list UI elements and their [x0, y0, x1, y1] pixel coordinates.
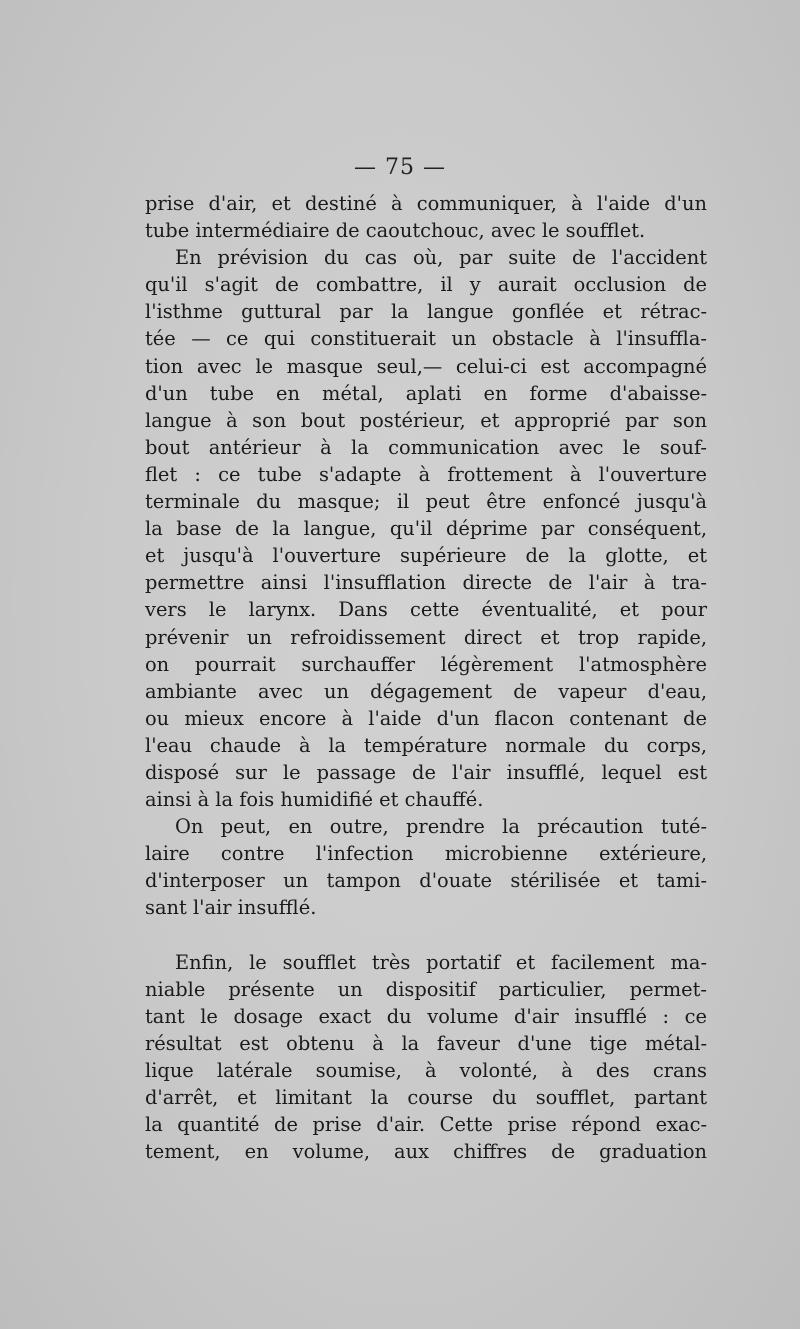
text-line: et jusqu'à l'ouverture supérieure de la glotte, et [145, 544, 707, 568]
text-line: ou mieux encore à l'aide d'un flacon contenant de [145, 706, 707, 730]
text-line: qu'il s'agit de combattre, il y aurait occlusion de [145, 273, 707, 297]
text-line: disposé sur le passage de l'air insufflé, lequel est [145, 760, 707, 784]
text-line: prévenir un refroidissement direct et trop rapide, [145, 625, 707, 649]
body-text [145, 190, 707, 1165]
text-line: résultat est obtenu à la faveur d'une tige métal- [145, 1031, 707, 1055]
text-line: niable présente un dispositif particulier, permet- [145, 977, 707, 1001]
text-line: tement, en volume, aux chiffres de graduation [145, 1140, 707, 1164]
text-line: lique latérale soumise, à volonté, à des crans [145, 1058, 707, 1082]
text-line: tant le dosage exact du volume d'air insufflé : ce [145, 1004, 707, 1028]
text-line: tube intermédiaire de caoutchouc, avec le soufflet. [145, 219, 646, 243]
text-line: tion avec le masque seul,— celui-ci est accompagné [145, 354, 707, 378]
text-line: tée — ce qui constituerait un obstacle à l'insuffla- [145, 327, 707, 351]
text-line: d'un tube en métal, aplati en forme d'abaisse- [145, 381, 707, 405]
page-number: — 75 — [354, 155, 446, 180]
text-line: permettre ainsi l'insufflation directe de l'air à tra- [145, 571, 707, 595]
text-line: On peut, en outre, prendre la précaution tuté- [175, 815, 707, 839]
text-line: terminale du masque; il peut être enfoncé jusqu'à [145, 490, 707, 514]
paragraph-gap [145, 922, 707, 949]
text-line: En prévision du cas où, par suite de l'accident [175, 246, 707, 270]
text-line: flet : ce tube s'adapte à frottement à l'ouverture [145, 462, 707, 486]
text-line: prise d'air, et destiné à communiquer, à l'aide d'un [145, 192, 707, 215]
text-line: sant l'air insufflé. [145, 896, 317, 920]
text-line: l'eau chaude à la température normale du corps, [145, 733, 707, 757]
text-line: ainsi à la fois humidifié et chauffé. [145, 788, 484, 812]
text-line: d'arrêt, et limitant la course du soufflet, partant [145, 1086, 707, 1109]
text-line: bout antérieur à la communication avec le souf- [145, 435, 707, 459]
text-line: on pourrait surchauffer légèrement l'atmosphère [145, 652, 707, 676]
text-line: la quantité de prise d'air. Cette prise répond exac- [145, 1113, 707, 1137]
text-line: laire contre l'infection microbienne extérieure, [145, 842, 707, 866]
text-line: ambiante avec un dégagement de vapeur d'eau, [145, 679, 707, 703]
text-line: l'isthme guttural par la langue gonflée et rétrac- [145, 300, 707, 324]
text-line: langue à son bout postérieur, et approprié par son [145, 408, 707, 432]
text-line: la base de la langue, qu'il déprime par conséquent, [145, 517, 707, 541]
text-line: Enfin, le soufflet très portatif et facilement ma- [175, 950, 707, 974]
text-line: d'interposer un tampon d'ouate stérilisée et tami- [145, 869, 707, 893]
text-line: vers le larynx. Dans cette éventualité, et pour [145, 598, 707, 622]
